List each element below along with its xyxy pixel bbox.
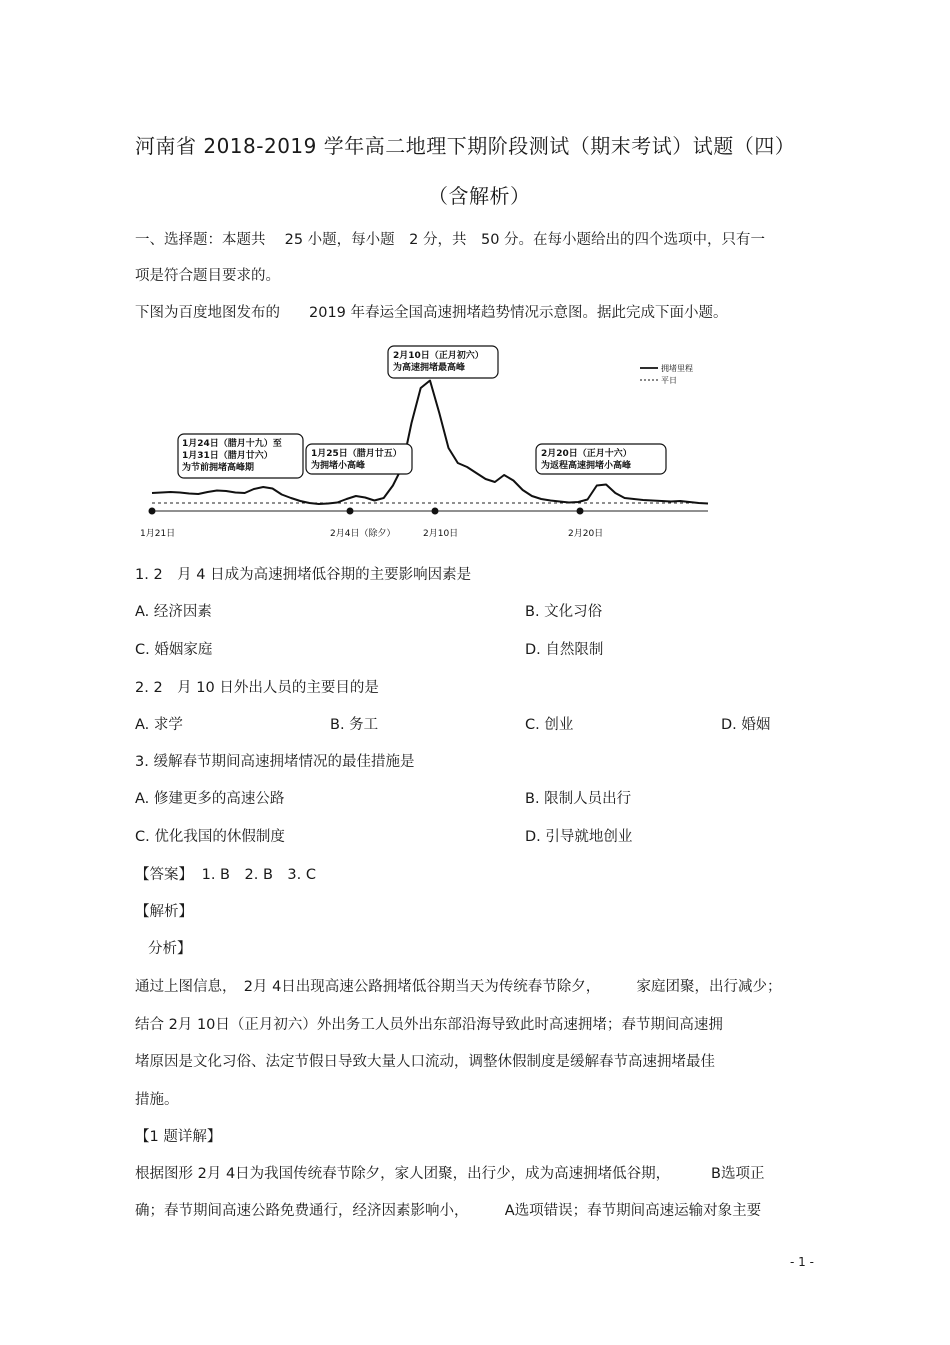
question-3-option-a: A. 修建更多的高速公路 bbox=[135, 791, 285, 807]
analysis-line-3: 堵原因是文化习俗、法定节假日导致大量人口流动，调整休假制度是缓解春节高速拥堵最佳 bbox=[135, 1054, 715, 1070]
analysis-line-4: 措施。 bbox=[135, 1092, 179, 1108]
legend-label: 平日 bbox=[661, 376, 677, 385]
x-tick-dot bbox=[347, 508, 354, 515]
x-tick-label: 2月10日 bbox=[423, 529, 459, 539]
question-3-option-b: B. 限制人员出行 bbox=[525, 791, 632, 807]
question-1-option-c: C. 婚姻家庭 bbox=[135, 642, 213, 658]
question-2-option-d: D. 婚姻 bbox=[721, 717, 771, 733]
analysis-line-1: 通过上图信息， 2月 4日出现高速公路拥堵低谷期当天为传统春节除夕， 家庭团聚，出行减少； bbox=[135, 979, 782, 995]
answer-values: 1. B 2. B 3. C bbox=[201, 867, 316, 883]
question-3-option-d: D. 引导就地创业 bbox=[525, 829, 633, 845]
annotation-text: 1月31日（腊月廿六） bbox=[182, 451, 273, 461]
question-1-option-d: D. 自然限制 bbox=[525, 642, 604, 658]
x-tick-dot bbox=[577, 508, 584, 515]
question-2-option-a: A. 求学 bbox=[135, 717, 183, 733]
analysis-heading: 【解析】 bbox=[135, 904, 193, 920]
question-3-option-c: C. 优化我国的休假制度 bbox=[135, 829, 285, 845]
x-tick-dot bbox=[432, 508, 439, 515]
annotation-text: 1月25日（腊月廿五） bbox=[311, 449, 402, 459]
question-1-option-a: A. 经济因素 bbox=[135, 604, 212, 620]
document-title: 河南省 2018-2019 学年高二地理下期阶段测试（期末考试）试题（四） bbox=[135, 134, 796, 158]
detail-heading: 【1 题详解】 bbox=[135, 1129, 222, 1145]
legend-label: 拥堵里程 bbox=[661, 364, 693, 373]
question-1-stem: 1. 2 月 4 日成为高速拥堵低谷期的主要影响因素是 bbox=[135, 567, 472, 583]
question-1-option-b: B. 文化习俗 bbox=[525, 604, 603, 620]
detail-line-1: 根据图形 2月 4日为我国传统春节除夕，家人团聚，出行少，成为高速拥堵低谷期， B选项正 bbox=[135, 1166, 765, 1182]
page-number: - 1 - bbox=[790, 1255, 814, 1269]
question-2-option-b: B. 务工 bbox=[330, 717, 379, 733]
detail-line-2: 确；春节期间高速公路免费通行，经济因素影响小， A选项错误；春节期间高速运输对象主要 bbox=[135, 1203, 762, 1219]
annotation-text: 2月10日（正月初六） bbox=[393, 351, 484, 361]
x-tick-label: 2月20日 bbox=[568, 529, 604, 539]
question-2-stem: 2. 2 月 10 日外出人员的主要目的是 bbox=[135, 680, 379, 696]
document-subtitle: （含解析） bbox=[428, 184, 531, 208]
annotation-text: 为节前拥堵高峰期 bbox=[182, 463, 255, 473]
annotation-text: 为拥堵小高峰 bbox=[311, 461, 366, 471]
analysis-subheading: 分析】 bbox=[148, 941, 192, 957]
answer-block bbox=[135, 863, 316, 884]
annotation-text: 为返程高速拥堵小高峰 bbox=[541, 461, 632, 471]
figure-intro: 下图为百度地图发布的 2019 年春运全国高速拥堵趋势情况示意图。据此完成下面小题。 bbox=[135, 305, 728, 321]
x-tick-label: 2月4日（除夕） bbox=[330, 529, 396, 539]
question-3-stem: 3. 缓解春节期间高速拥堵情况的最佳措施是 bbox=[135, 754, 415, 770]
x-tick-dot bbox=[149, 508, 156, 515]
section-intro-line-2: 项是符合题目要求的。 bbox=[135, 268, 280, 284]
congestion-trend-chart bbox=[140, 338, 720, 548]
section-intro-line-1: 一、选择题：本题共 25 小题，每小题 2 分，共 50 分。在每小题给出的四个选项中，只有一 bbox=[135, 232, 766, 248]
question-2-option-c: C. 创业 bbox=[525, 717, 574, 733]
annotation-text: 为高速拥堵最高峰 bbox=[393, 363, 466, 373]
analysis-line-2: 结合 2月 10日（正月初六）外出务工人员外出东部沿海导致此时高速拥堵；春节期间高速拥 bbox=[135, 1017, 723, 1033]
x-tick-label: 1月21日 bbox=[140, 529, 176, 539]
annotation-text: 2月20日（正月十六） bbox=[541, 449, 632, 459]
answer-label: 【答案】 bbox=[135, 867, 193, 883]
annotation-text: 1月24日（腊月十九）至 bbox=[182, 439, 282, 449]
